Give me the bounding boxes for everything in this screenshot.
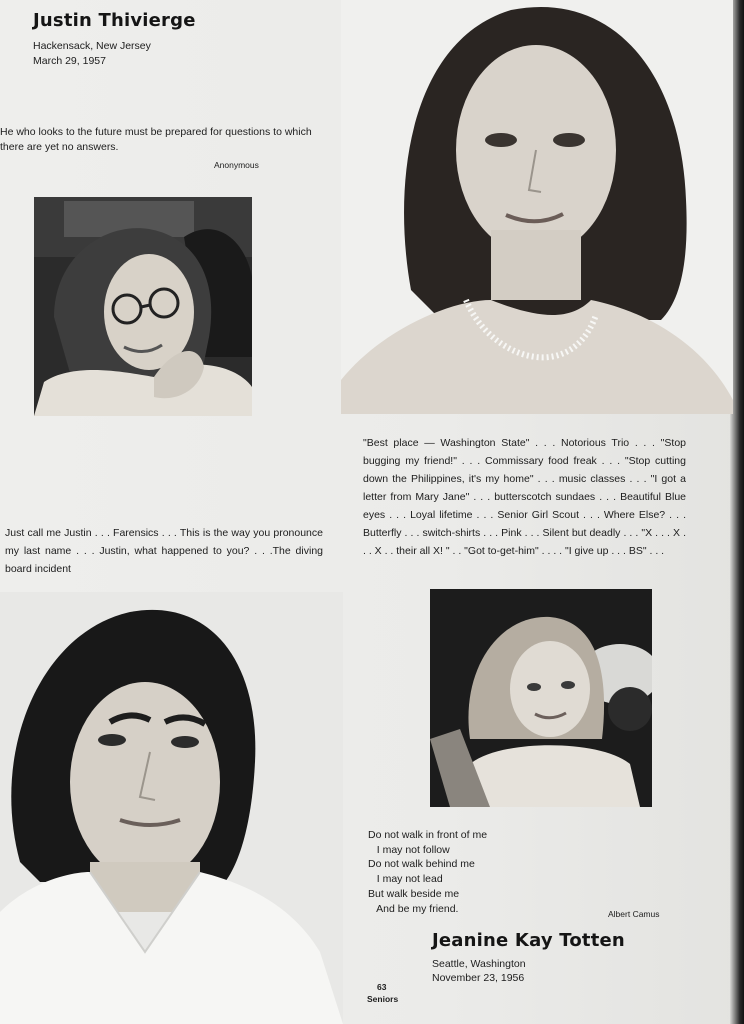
section-label: Seniors	[367, 994, 399, 1004]
poem-line: Do not walk in front of me	[368, 829, 488, 841]
student2-birthdate: November 23, 1956	[432, 972, 525, 984]
student1-name: Justin Thivierge	[33, 10, 196, 31]
student2-poem	[368, 828, 487, 916]
poem-line: Do not walk behind me	[368, 858, 475, 871]
student2-candid-photo	[430, 589, 652, 807]
student1-portrait-photo	[0, 592, 343, 1024]
student2-portrait-photo	[341, 0, 733, 414]
student1-candid-photo	[34, 197, 252, 416]
student2-hometown: Seattle, Washington	[432, 958, 526, 970]
poem-line: And be my friend.	[368, 902, 459, 915]
poem-line: I may not follow	[368, 843, 450, 856]
student2-name: Jeanine Kay Totten	[432, 930, 625, 951]
student1-birthdate: March 29, 1957	[33, 55, 106, 67]
student1-hometown: Hackensack, New Jersey	[33, 40, 151, 52]
poem-line: I may not lead	[368, 873, 443, 886]
student2-bio: "Best place — Washington State" . . . Notorious Trio . . . "Stop bugging my friend!" . . . Commissary food freak . . . "Stop cutting down the Philippines, it's my home" . . . music classes . . . "I got a letter from Mary Jane" . . . butterscotch sundaes . . . Beautiful Blue eyes . . . Loyal lifetime . . . Senior Girl Scout . . . Where Else? . . . Butterfly . . . switch-shirts . . . Pink . . . Silent but deadly . . . "X . . . X . . . X . . their all X! " . . "Got to-get-him" . . . . "I give up . . . BS" . . .	[363, 437, 686, 557]
student1-bio: Just call me Justin . . . Farensics . . . This is the way you pronounce my last name . . . Justin, what happened to you? . . .The diving board incident	[5, 527, 323, 575]
page-number: 63	[377, 982, 387, 992]
poem-line: But walk beside me	[368, 887, 460, 900]
student2-poem-author: Albert Camus	[608, 909, 660, 919]
student1-quote-author: Anonymous	[214, 160, 259, 170]
student1-quote: He who looks to the future must be prepared for questions to which there are yet no answers.	[0, 126, 312, 153]
